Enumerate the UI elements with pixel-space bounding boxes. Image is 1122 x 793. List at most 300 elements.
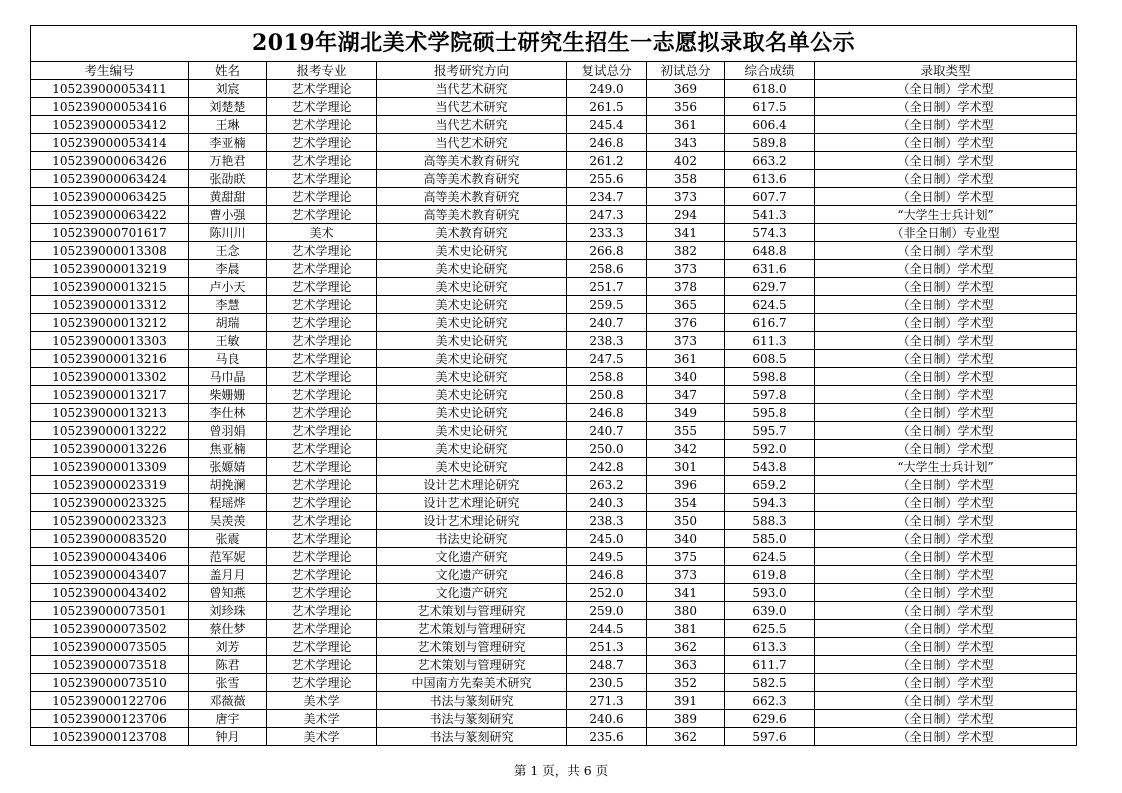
cell-major: 艺术学理论 [267, 638, 377, 656]
cell-initial-score: 381 [647, 620, 725, 638]
cell-research-direction: 中国南方先秦美术研究 [377, 674, 567, 692]
cell-name: 柴姗姗 [189, 386, 267, 404]
cell-name: 曹小强 [189, 206, 267, 224]
column-header-research-direction: 报考研究方向 [377, 62, 567, 80]
cell-candidate-id: 105239000063425 [31, 188, 189, 206]
cell-research-direction: 美术史论研究 [377, 368, 567, 386]
cell-admission-type: （全日制）学术型 [815, 620, 1077, 638]
cell-research-direction: 书法与篆刻研究 [377, 710, 567, 728]
cell-retest-score: 259.0 [567, 602, 647, 620]
cell-candidate-id: 105239000013222 [31, 422, 189, 440]
table-row [31, 278, 1077, 296]
cell-name: 张劭眹 [189, 170, 267, 188]
cell-research-direction: 文化遗产研究 [377, 548, 567, 566]
cell-major: 艺术学理论 [267, 260, 377, 278]
cell-total-score: 629.6 [725, 710, 815, 728]
cell-initial-score: 389 [647, 710, 725, 728]
cell-research-direction: 当代艺术研究 [377, 80, 567, 98]
table-row [31, 494, 1077, 512]
cell-major: 艺术学理论 [267, 188, 377, 206]
cell-name: 唐宇 [189, 710, 267, 728]
cell-initial-score: 363 [647, 656, 725, 674]
table-row [31, 404, 1077, 422]
cell-admission-type: （全日制）学术型 [815, 476, 1077, 494]
cell-research-direction: 设计艺术理论研究 [377, 512, 567, 530]
cell-candidate-id: 105239000123706 [31, 710, 189, 728]
cell-admission-type: “大学生士兵计划” [815, 206, 1077, 224]
cell-candidate-id: 105239000023323 [31, 512, 189, 530]
cell-candidate-id: 105239000013308 [31, 242, 189, 260]
cell-total-score: 613.3 [725, 638, 815, 656]
cell-total-score: 663.2 [725, 152, 815, 170]
table-row [31, 602, 1077, 620]
cell-retest-score: 252.0 [567, 584, 647, 602]
cell-major: 艺术学理论 [267, 422, 377, 440]
table-row [31, 350, 1077, 368]
cell-candidate-id: 105239000023319 [31, 476, 189, 494]
table-row [31, 674, 1077, 692]
cell-major: 艺术学理论 [267, 566, 377, 584]
cell-retest-score: 240.7 [567, 314, 647, 332]
cell-candidate-id: 105239000063422 [31, 206, 189, 224]
cell-research-direction: 当代艺术研究 [377, 134, 567, 152]
cell-admission-type: （全日制）学术型 [815, 422, 1077, 440]
cell-total-score: 631.6 [725, 260, 815, 278]
cell-total-score: 608.5 [725, 350, 815, 368]
cell-initial-score: 343 [647, 134, 725, 152]
cell-initial-score: 362 [647, 638, 725, 656]
cell-initial-score: 349 [647, 404, 725, 422]
cell-major: 艺术学理论 [267, 656, 377, 674]
cell-admission-type: （全日制）学术型 [815, 386, 1077, 404]
cell-retest-score: 240.3 [567, 494, 647, 512]
cell-name: 吴羡羡 [189, 512, 267, 530]
cell-name: 焦亚楠 [189, 440, 267, 458]
cell-research-direction: 当代艺术研究 [377, 98, 567, 116]
cell-name: 王念 [189, 242, 267, 260]
cell-total-score: 574.3 [725, 224, 815, 242]
cell-admission-type: （全日制）学术型 [815, 530, 1077, 548]
cell-major: 艺术学理论 [267, 584, 377, 602]
table-row [31, 422, 1077, 440]
cell-total-score: 624.5 [725, 548, 815, 566]
cell-admission-type: （全日制）学术型 [815, 80, 1077, 98]
cell-research-direction: 高等美术教育研究 [377, 188, 567, 206]
cell-admission-type: （全日制）学术型 [815, 494, 1077, 512]
column-header-name: 姓名 [189, 62, 267, 80]
cell-candidate-id: 105239000053416 [31, 98, 189, 116]
cell-name: 曾羽娟 [189, 422, 267, 440]
cell-candidate-id: 105239000701617 [31, 224, 189, 242]
column-header-candidate-id: 考生编号 [31, 62, 189, 80]
cell-admission-type: （全日制）学术型 [815, 512, 1077, 530]
cell-admission-type: （全日制）学术型 [815, 440, 1077, 458]
cell-name: 马良 [189, 350, 267, 368]
table-row [31, 440, 1077, 458]
cell-initial-score: 380 [647, 602, 725, 620]
cell-name: 钟月 [189, 728, 267, 746]
cell-name: 张雪 [189, 674, 267, 692]
cell-research-direction: 美术史论研究 [377, 242, 567, 260]
cell-initial-score: 301 [647, 458, 725, 476]
cell-research-direction: 美术史论研究 [377, 458, 567, 476]
page-title: 2019年湖北美术学院硕士研究生招生一志愿拟录取名单公示 [31, 26, 1077, 62]
table-row [31, 332, 1077, 350]
table-row [31, 224, 1077, 242]
cell-total-score: 659.2 [725, 476, 815, 494]
cell-research-direction: 高等美术教育研究 [377, 152, 567, 170]
cell-research-direction: 艺术策划与管理研究 [377, 638, 567, 656]
cell-admission-type: （全日制）学术型 [815, 134, 1077, 152]
cell-major: 艺术学理论 [267, 98, 377, 116]
cell-name: 李仕林 [189, 404, 267, 422]
cell-candidate-id: 105239000043402 [31, 584, 189, 602]
cell-total-score: 594.3 [725, 494, 815, 512]
cell-total-score: 625.5 [725, 620, 815, 638]
cell-major: 美术学 [267, 710, 377, 728]
cell-research-direction: 美术史论研究 [377, 314, 567, 332]
cell-candidate-id: 105239000063424 [31, 170, 189, 188]
cell-admission-type: （全日制）学术型 [815, 152, 1077, 170]
cell-retest-score: 244.5 [567, 620, 647, 638]
cell-retest-score: 234.7 [567, 188, 647, 206]
cell-admission-type: （全日制）学术型 [815, 170, 1077, 188]
cell-research-direction: 设计艺术理论研究 [377, 476, 567, 494]
cell-candidate-id: 105239000013303 [31, 332, 189, 350]
cell-initial-score: 396 [647, 476, 725, 494]
cell-total-score: 593.0 [725, 584, 815, 602]
cell-initial-score: 340 [647, 368, 725, 386]
cell-candidate-id: 105239000013216 [31, 350, 189, 368]
cell-retest-score: 249.0 [567, 80, 647, 98]
cell-initial-score: 378 [647, 278, 725, 296]
cell-name: 刘宸 [189, 80, 267, 98]
table-row [31, 620, 1077, 638]
cell-research-direction: 文化遗产研究 [377, 584, 567, 602]
table-row [31, 386, 1077, 404]
cell-major: 艺术学理论 [267, 512, 377, 530]
cell-major: 艺术学理论 [267, 602, 377, 620]
cell-research-direction: 艺术策划与管理研究 [377, 602, 567, 620]
cell-retest-score: 263.2 [567, 476, 647, 494]
cell-total-score: 597.6 [725, 728, 815, 746]
cell-major: 美术 [267, 224, 377, 242]
cell-total-score: 598.8 [725, 368, 815, 386]
cell-name: 李慧 [189, 296, 267, 314]
cell-initial-score: 369 [647, 80, 725, 98]
cell-initial-score: 358 [647, 170, 725, 188]
cell-total-score: 611.3 [725, 332, 815, 350]
table-row [31, 368, 1077, 386]
cell-retest-score: 250.8 [567, 386, 647, 404]
table-row [31, 80, 1077, 98]
cell-candidate-id: 105239000122706 [31, 692, 189, 710]
cell-candidate-id: 105239000043407 [31, 566, 189, 584]
cell-initial-score: 354 [647, 494, 725, 512]
cell-candidate-id: 105239000013215 [31, 278, 189, 296]
cell-name: 李晨 [189, 260, 267, 278]
cell-name: 刘珍珠 [189, 602, 267, 620]
cell-candidate-id: 105239000013212 [31, 314, 189, 332]
cell-initial-score: 402 [647, 152, 725, 170]
cell-candidate-id: 105239000013217 [31, 386, 189, 404]
cell-name: 李亚楠 [189, 134, 267, 152]
cell-candidate-id: 105239000013213 [31, 404, 189, 422]
cell-initial-score: 341 [647, 224, 725, 242]
cell-total-score: 582.5 [725, 674, 815, 692]
cell-admission-type: （全日制）学术型 [815, 188, 1077, 206]
cell-total-score: 541.3 [725, 206, 815, 224]
cell-candidate-id: 105239000073505 [31, 638, 189, 656]
cell-total-score: 595.7 [725, 422, 815, 440]
cell-initial-score: 340 [647, 530, 725, 548]
cell-initial-score: 382 [647, 242, 725, 260]
cell-name: 张震 [189, 530, 267, 548]
cell-major: 艺术学理论 [267, 674, 377, 692]
cell-admission-type: （全日制）学术型 [815, 368, 1077, 386]
cell-initial-score: 361 [647, 350, 725, 368]
cell-candidate-id: 105239000053412 [31, 116, 189, 134]
cell-research-direction: 美术史论研究 [377, 386, 567, 404]
cell-admission-type: （全日制）学术型 [815, 404, 1077, 422]
cell-admission-type: （全日制）学术型 [815, 242, 1077, 260]
table-row [31, 152, 1077, 170]
cell-research-direction: 艺术策划与管理研究 [377, 656, 567, 674]
cell-retest-score: 245.4 [567, 116, 647, 134]
cell-retest-score: 250.0 [567, 440, 647, 458]
cell-name: 陈川川 [189, 224, 267, 242]
cell-retest-score: 246.8 [567, 404, 647, 422]
cell-major: 艺术学理论 [267, 206, 377, 224]
cell-candidate-id: 105239000123708 [31, 728, 189, 746]
cell-initial-score: 375 [647, 548, 725, 566]
cell-retest-score: 271.3 [567, 692, 647, 710]
cell-research-direction: 设计艺术理论研究 [377, 494, 567, 512]
cell-retest-score: 248.7 [567, 656, 647, 674]
cell-research-direction: 美术史论研究 [377, 422, 567, 440]
cell-major: 美术学 [267, 692, 377, 710]
table-row [31, 458, 1077, 476]
cell-admission-type: （全日制）学术型 [815, 314, 1077, 332]
cell-name: 张嫄婧 [189, 458, 267, 476]
cell-admission-type: （全日制）学术型 [815, 584, 1077, 602]
cell-retest-score: 246.8 [567, 566, 647, 584]
cell-total-score: 588.3 [725, 512, 815, 530]
table-row [31, 296, 1077, 314]
cell-initial-score: 391 [647, 692, 725, 710]
cell-retest-score: 240.7 [567, 422, 647, 440]
cell-admission-type: （全日制）学术型 [815, 116, 1077, 134]
cell-initial-score: 373 [647, 260, 725, 278]
column-header-major: 报考专业 [267, 62, 377, 80]
cell-total-score: 592.0 [725, 440, 815, 458]
cell-major: 艺术学理论 [267, 458, 377, 476]
cell-initial-score: 347 [647, 386, 725, 404]
cell-total-score: 543.8 [725, 458, 815, 476]
cell-major: 艺术学理论 [267, 170, 377, 188]
table-row [31, 170, 1077, 188]
cell-total-score: 585.0 [725, 530, 815, 548]
cell-research-direction: 书法与篆刻研究 [377, 692, 567, 710]
cell-major: 艺术学理论 [267, 476, 377, 494]
cell-candidate-id: 105239000073510 [31, 674, 189, 692]
page-number-footer: 第 1 页，共 6 页 [513, 763, 609, 778]
cell-initial-score: 342 [647, 440, 725, 458]
cell-total-score: 595.8 [725, 404, 815, 422]
cell-retest-score: 235.6 [567, 728, 647, 746]
cell-major: 艺术学理论 [267, 134, 377, 152]
cell-retest-score: 258.6 [567, 260, 647, 278]
cell-research-direction: 高等美术教育研究 [377, 170, 567, 188]
cell-retest-score: 240.6 [567, 710, 647, 728]
cell-total-score: 613.6 [725, 170, 815, 188]
cell-total-score: 607.7 [725, 188, 815, 206]
cell-total-score: 611.7 [725, 656, 815, 674]
cell-name: 曾知燕 [189, 584, 267, 602]
table-row [31, 134, 1077, 152]
cell-candidate-id: 105239000013312 [31, 296, 189, 314]
cell-major: 艺术学理论 [267, 440, 377, 458]
cell-retest-score: 261.2 [567, 152, 647, 170]
cell-total-score: 618.0 [725, 80, 815, 98]
cell-major: 艺术学理论 [267, 314, 377, 332]
admission-table [30, 25, 1077, 746]
cell-initial-score: 376 [647, 314, 725, 332]
cell-admission-type: （全日制）学术型 [815, 278, 1077, 296]
cell-admission-type: “大学生士兵计划” [815, 458, 1077, 476]
cell-major: 艺术学理论 [267, 404, 377, 422]
table-row [31, 512, 1077, 530]
cell-major: 艺术学理论 [267, 80, 377, 98]
column-header-initial-score: 初试总分 [647, 62, 725, 80]
cell-name: 马巾晶 [189, 368, 267, 386]
cell-total-score: 619.8 [725, 566, 815, 584]
table-row [31, 206, 1077, 224]
table-header-row [31, 62, 1077, 80]
cell-admission-type: （全日制）学术型 [815, 674, 1077, 692]
cell-name: 万艳君 [189, 152, 267, 170]
cell-major: 艺术学理论 [267, 548, 377, 566]
cell-major: 艺术学理论 [267, 116, 377, 134]
cell-initial-score: 365 [647, 296, 725, 314]
cell-candidate-id: 105239000013302 [31, 368, 189, 386]
cell-retest-score: 247.5 [567, 350, 647, 368]
cell-major: 美术学 [267, 728, 377, 746]
cell-admission-type: （全日制）学术型 [815, 548, 1077, 566]
cell-major: 艺术学理论 [267, 620, 377, 638]
cell-research-direction: 美术史论研究 [377, 296, 567, 314]
cell-admission-type: （全日制）学术型 [815, 332, 1077, 350]
cell-candidate-id: 105239000073518 [31, 656, 189, 674]
column-header-total-score: 综合成绩 [725, 62, 815, 80]
cell-name: 刘芳 [189, 638, 267, 656]
cell-research-direction: 美术史论研究 [377, 404, 567, 422]
cell-retest-score: 233.3 [567, 224, 647, 242]
cell-initial-score: 294 [647, 206, 725, 224]
cell-research-direction: 艺术策划与管理研究 [377, 620, 567, 638]
cell-total-score: 606.4 [725, 116, 815, 134]
cell-initial-score: 373 [647, 188, 725, 206]
table-row [31, 656, 1077, 674]
cell-major: 艺术学理论 [267, 368, 377, 386]
cell-name: 范军妮 [189, 548, 267, 566]
cell-name: 邓薇薇 [189, 692, 267, 710]
cell-name: 盖月月 [189, 566, 267, 584]
cell-retest-score: 251.7 [567, 278, 647, 296]
table-row [31, 566, 1077, 584]
cell-candidate-id: 105239000073501 [31, 602, 189, 620]
cell-initial-score: 361 [647, 116, 725, 134]
cell-research-direction: 书法史论研究 [377, 530, 567, 548]
cell-name: 陈君 [189, 656, 267, 674]
table-row [31, 638, 1077, 656]
cell-research-direction: 书法与篆刻研究 [377, 728, 567, 746]
cell-retest-score: 230.5 [567, 674, 647, 692]
cell-initial-score: 352 [647, 674, 725, 692]
cell-name: 胡瑞 [189, 314, 267, 332]
cell-name: 程瑶烨 [189, 494, 267, 512]
cell-research-direction: 美术史论研究 [377, 440, 567, 458]
cell-initial-score: 350 [647, 512, 725, 530]
cell-major: 艺术学理论 [267, 152, 377, 170]
cell-candidate-id: 105239000043406 [31, 548, 189, 566]
cell-research-direction: 美术史论研究 [377, 278, 567, 296]
cell-initial-score: 373 [647, 566, 725, 584]
cell-research-direction: 美术史论研究 [377, 350, 567, 368]
table-row [31, 728, 1077, 746]
table-row [31, 710, 1077, 728]
cell-initial-score: 373 [647, 332, 725, 350]
cell-candidate-id: 105239000073502 [31, 620, 189, 638]
cell-major: 艺术学理论 [267, 530, 377, 548]
cell-total-score: 589.8 [725, 134, 815, 152]
cell-name: 黄甜甜 [189, 188, 267, 206]
table-row [31, 242, 1077, 260]
cell-initial-score: 341 [647, 584, 725, 602]
cell-major: 艺术学理论 [267, 350, 377, 368]
cell-total-score: 639.0 [725, 602, 815, 620]
cell-admission-type: （非全日制）专业型 [815, 224, 1077, 242]
cell-candidate-id: 105239000053414 [31, 134, 189, 152]
cell-name: 刘楚楚 [189, 98, 267, 116]
cell-admission-type: （全日制）学术型 [815, 566, 1077, 584]
cell-research-direction: 美术史论研究 [377, 260, 567, 278]
cell-retest-score: 259.5 [567, 296, 647, 314]
table-row [31, 584, 1077, 602]
cell-major: 艺术学理论 [267, 278, 377, 296]
table-row [31, 188, 1077, 206]
cell-total-score: 624.5 [725, 296, 815, 314]
cell-admission-type: （全日制）学术型 [815, 602, 1077, 620]
cell-admission-type: （全日制）学术型 [815, 98, 1077, 116]
cell-major: 艺术学理论 [267, 386, 377, 404]
cell-candidate-id: 105239000013219 [31, 260, 189, 278]
cell-name: 蔡仕梦 [189, 620, 267, 638]
cell-total-score: 662.3 [725, 692, 815, 710]
cell-retest-score: 255.6 [567, 170, 647, 188]
cell-admission-type: （全日制）学术型 [815, 692, 1077, 710]
table-row [31, 530, 1077, 548]
cell-initial-score: 355 [647, 422, 725, 440]
table-row [31, 116, 1077, 134]
cell-admission-type: （全日制）学术型 [815, 296, 1077, 314]
cell-admission-type: （全日制）学术型 [815, 350, 1077, 368]
column-header-admission-type: 录取类型 [815, 62, 1077, 80]
cell-research-direction: 美术史论研究 [377, 332, 567, 350]
cell-retest-score: 258.8 [567, 368, 647, 386]
cell-admission-type: （全日制）学术型 [815, 710, 1077, 728]
cell-candidate-id: 105239000023325 [31, 494, 189, 512]
